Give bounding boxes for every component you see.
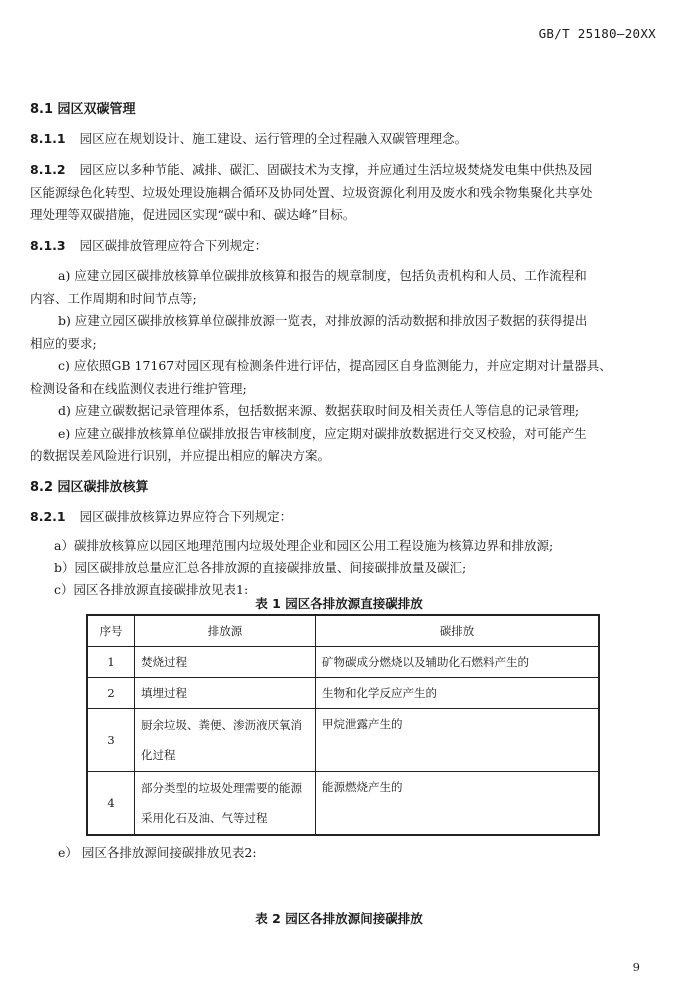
- list-item-c-line2: 检测设备和在线监测仪表进行维护管理;: [30, 381, 247, 396]
- clause-number: 8.2.1: [30, 509, 66, 524]
- row-number: 1: [87, 647, 135, 678]
- emission-source-line1: 厨余垃圾、粪便、渗沥液厌氧消: [141, 718, 302, 732]
- clause-8-2-1: [30, 507, 292, 525]
- clause-text: 园区碳排放核算边界应符合下列规定：: [79, 509, 293, 524]
- list-item-e-line1: e) 应建立碳排放核算单位碳排放报告审核制度，应定期对碳排放数据进行交叉校验，对可能产生: [58, 426, 587, 441]
- emission-source-line2: 化过程: [141, 748, 176, 762]
- emission-description: 矿物碳成分燃烧以及辅助化石燃料产生的: [316, 647, 600, 678]
- table-1-caption: 表 1 园区各排放源直接碳排放: [255, 596, 423, 611]
- table-row: [87, 678, 599, 709]
- emission-source: [135, 709, 316, 772]
- table-header-row: [87, 615, 599, 647]
- list-item-e-line2: 的数据误差风险进行识别，并应提出相应的解决方案。: [30, 448, 331, 463]
- list-item-a-line1: a) 应建立园区碳排放核算单位碳排放核算和报告的规章制度，包括负责机构和人员、工作流程和: [58, 268, 587, 283]
- clause-8-1-2-line2: 区能源绿色化转型、垃圾处理设施耦合循环及协同处置、垃圾资源化利用及废水和残余物集聚化共享处: [30, 185, 593, 200]
- emission-description: 能源燃烧产生的: [316, 772, 600, 836]
- clause-number: 8.1.1: [30, 131, 66, 146]
- column-header: 排放源: [135, 615, 316, 647]
- list-item-b-line2: 相应的要求;: [30, 336, 97, 351]
- emission-source: 焚烧过程: [135, 647, 316, 678]
- clause-8-1-3: [30, 236, 267, 254]
- emission-source: [135, 772, 316, 836]
- clause-number: 8.1.2: [30, 162, 66, 177]
- list-item-a: a）碳排放核算应以园区地理范围内垃圾处理企业和园区公用工程设施为核算边界和排放源;: [54, 538, 554, 553]
- emission-source: 填埋过程: [135, 678, 316, 709]
- row-number: 4: [87, 772, 135, 836]
- clause-text: 园区碳排放管理应符合下列规定：: [79, 238, 268, 253]
- table-1: [86, 614, 600, 836]
- list-item-c-line1: c) 应依照GB 17167对园区现有检测条件进行评估，提高园区自身监测能力，并应定期对计量器具、: [58, 358, 612, 373]
- table-row: [87, 709, 599, 772]
- row-number: 3: [87, 709, 135, 772]
- list-item-d-line1: d) 应建立碳数据记录管理体系，包括数据来源、数据获取时间及相关责任人等信息的记录管理;: [58, 403, 580, 418]
- list-item-e: e） 园区各排放源间接碳排放见表2:: [58, 845, 257, 860]
- emission-description: 甲烷泄露产生的: [316, 709, 600, 772]
- clause-8-1-1: [30, 129, 467, 147]
- page-number: 9: [632, 960, 640, 974]
- column-header: 序号: [87, 615, 135, 647]
- clause-8-1-2-line3: 理处理等双碳措施，促进园区实现“碳中和、碳达峰”目标。: [30, 207, 356, 222]
- column-header: 碳排放: [316, 615, 600, 647]
- table-row: [87, 772, 599, 836]
- list-item-b: b）园区碳排放总量应汇总各排放源的直接碳排放量、间接碳排放量及碳汇;: [54, 560, 467, 575]
- clause-number: 8.1.3: [30, 238, 66, 253]
- section-8-1-heading: 8.1 园区双碳管理: [30, 102, 136, 117]
- emission-description: 生物和化学反应产生的: [316, 678, 600, 709]
- table-2-caption: 表 2 园区各排放源间接碳排放: [255, 911, 423, 926]
- emission-source-line1: 部分类型的垃圾处理需要的能源: [141, 781, 302, 795]
- row-number: 2: [87, 678, 135, 709]
- list-item-b-line1: b) 应建立园区碳排放核算单位碳排放源一览表，对排放源的活动数据和排放因子数据的获得提出: [58, 313, 588, 328]
- emission-source-line2: 采用化石及油、气等过程: [141, 811, 268, 825]
- table-row: [87, 647, 599, 678]
- clause-8-1-2-line1: [30, 160, 592, 178]
- list-item-c: c）园区各排放源直接碳排放见表1:: [54, 582, 249, 597]
- list-item-a-line2: 内容、工作周期和时间节点等;: [30, 291, 197, 306]
- clause-text: 园区应以多种节能、减排、碳汇、固碳技术为支撑，并应通过生活垃圾焚烧发电集中供热及园: [79, 162, 593, 177]
- section-8-2-heading: 8.2 园区碳排放核算: [30, 480, 149, 495]
- standard-number-header: GB/T 25180—20XX: [538, 26, 656, 41]
- clause-text: 园区应在规划设计、施工建设、运行管理的全过程融入双碳管理理念。: [79, 131, 468, 146]
